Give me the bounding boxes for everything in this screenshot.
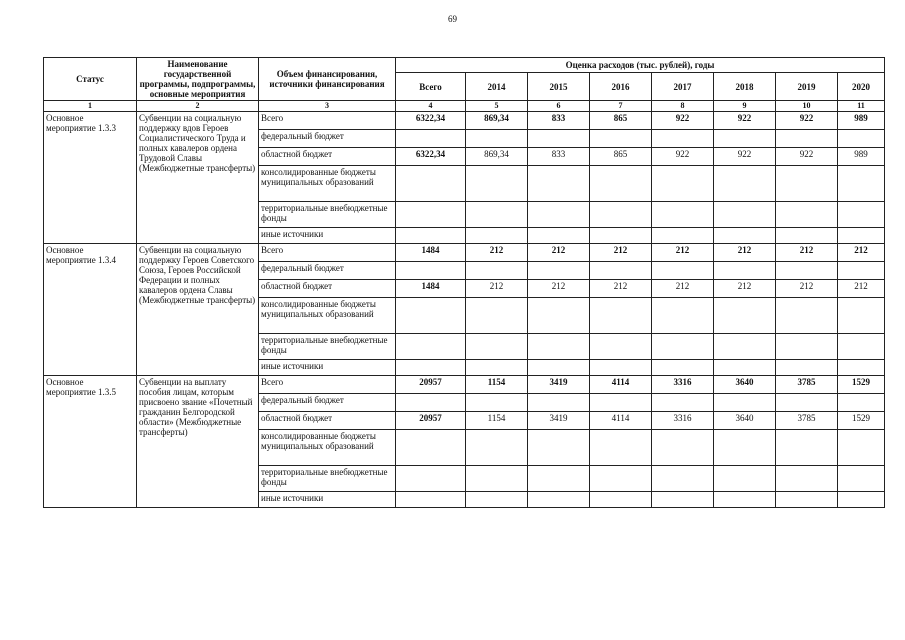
value-cell xyxy=(652,466,714,492)
value-cell xyxy=(466,130,528,148)
value-cell: 3640 xyxy=(714,376,776,394)
value-cell: 1154 xyxy=(466,376,528,394)
total-cell: 6322,34 xyxy=(396,112,466,130)
value-cell xyxy=(714,130,776,148)
status-cell: Основное мероприятие 1.3.4 xyxy=(44,244,137,376)
value-cell: 3419 xyxy=(528,376,590,394)
name-cell: Субвенции на социальную поддержку Героев Советского Союза, Героев Российской Федерации и полных кавалеров ордена Славы (Межбюджетные трансферты) xyxy=(137,244,259,376)
value-cell xyxy=(714,492,776,508)
value-cell xyxy=(652,262,714,280)
source-cell: территориальные внебюджетные фонды xyxy=(259,202,396,228)
header-year: 2018 xyxy=(714,73,776,101)
value-cell: 869,34 xyxy=(466,148,528,166)
value-cell xyxy=(714,430,776,466)
header-year: 2020 xyxy=(838,73,885,101)
header-total: Всего xyxy=(396,73,466,101)
source-cell: областной бюджет xyxy=(259,412,396,430)
value-cell xyxy=(714,298,776,334)
value-cell xyxy=(466,228,528,244)
total-cell: 1484 xyxy=(396,280,466,298)
value-cell: 212 xyxy=(652,244,714,262)
header-estimate: Оценка расходов (тыс. рублей), годы xyxy=(396,58,885,73)
financing-table xyxy=(43,57,885,508)
source-cell: иные источники xyxy=(259,360,396,376)
source-cell: иные источники xyxy=(259,492,396,508)
value-cell xyxy=(776,202,838,228)
value-cell xyxy=(776,430,838,466)
name-cell: Субвенции на социальную поддержку вдов Героев Социалистического Труда и полных кавалеров ордена Трудовой Славы (Межбюджетные трансферты) xyxy=(137,112,259,244)
value-cell: 4114 xyxy=(590,376,652,394)
value-cell xyxy=(652,130,714,148)
source-cell: иные источники xyxy=(259,228,396,244)
value-cell: 922 xyxy=(652,112,714,130)
value-cell xyxy=(590,466,652,492)
value-cell: 3785 xyxy=(776,376,838,394)
column-index: 5 xyxy=(466,101,528,112)
value-cell xyxy=(590,492,652,508)
value-cell xyxy=(776,298,838,334)
value-cell xyxy=(714,262,776,280)
value-cell xyxy=(528,466,590,492)
total-cell xyxy=(396,130,466,148)
value-cell xyxy=(714,228,776,244)
source-cell: Всего xyxy=(259,376,396,394)
value-cell xyxy=(466,202,528,228)
value-cell xyxy=(652,298,714,334)
column-index: 1 xyxy=(44,101,137,112)
source-cell: территориальные внебюджетные фонды xyxy=(259,334,396,360)
value-cell: 212 xyxy=(838,280,885,298)
value-cell xyxy=(590,130,652,148)
source-cell: федеральный бюджет xyxy=(259,130,396,148)
value-cell: 922 xyxy=(776,148,838,166)
value-cell: 833 xyxy=(528,148,590,166)
value-cell: 922 xyxy=(714,148,776,166)
value-cell: 833 xyxy=(528,112,590,130)
value-cell: 989 xyxy=(838,148,885,166)
value-cell xyxy=(714,166,776,202)
value-cell xyxy=(652,228,714,244)
column-index: 11 xyxy=(838,101,885,112)
value-cell xyxy=(838,202,885,228)
value-cell: 3316 xyxy=(652,412,714,430)
value-cell: 212 xyxy=(466,280,528,298)
value-cell xyxy=(528,130,590,148)
value-cell: 3785 xyxy=(776,412,838,430)
total-cell: 20957 xyxy=(396,376,466,394)
column-index: 7 xyxy=(590,101,652,112)
value-cell xyxy=(466,466,528,492)
value-cell xyxy=(590,394,652,412)
value-cell xyxy=(590,202,652,228)
name-cell: Субвенции на выплату пособия лицам, которым присвоено звание «Почетный гражданин Белгородской области» (Межбюджетные трансферты) xyxy=(137,376,259,508)
value-cell xyxy=(466,334,528,360)
value-cell: 989 xyxy=(838,112,885,130)
value-cell xyxy=(776,334,838,360)
total-cell xyxy=(396,228,466,244)
value-cell: 212 xyxy=(776,280,838,298)
value-cell: 4114 xyxy=(590,412,652,430)
value-cell: 3640 xyxy=(714,412,776,430)
value-cell xyxy=(776,466,838,492)
value-cell xyxy=(838,298,885,334)
value-cell xyxy=(590,166,652,202)
value-cell xyxy=(776,166,838,202)
header-year: 2017 xyxy=(652,73,714,101)
value-cell: 3419 xyxy=(528,412,590,430)
value-cell: 1529 xyxy=(838,412,885,430)
value-cell xyxy=(838,334,885,360)
source-cell: консолидированные бюджеты муниципальных образований xyxy=(259,298,396,334)
value-cell xyxy=(466,394,528,412)
value-cell xyxy=(528,166,590,202)
value-cell xyxy=(776,492,838,508)
value-cell xyxy=(838,360,885,376)
source-cell: областной бюджет xyxy=(259,148,396,166)
value-cell: 1154 xyxy=(466,412,528,430)
page-number: 69 xyxy=(448,14,457,24)
value-cell: 212 xyxy=(466,244,528,262)
value-cell xyxy=(528,360,590,376)
header-year: 2015 xyxy=(528,73,590,101)
table-row xyxy=(44,244,885,262)
value-cell xyxy=(528,394,590,412)
value-cell xyxy=(714,202,776,228)
value-cell xyxy=(776,262,838,280)
value-cell xyxy=(776,228,838,244)
value-cell xyxy=(776,360,838,376)
source-cell: Всего xyxy=(259,244,396,262)
value-cell xyxy=(590,360,652,376)
value-cell xyxy=(714,466,776,492)
value-cell xyxy=(528,262,590,280)
column-index: 8 xyxy=(652,101,714,112)
column-index: 9 xyxy=(714,101,776,112)
status-cell: Основное мероприятие 1.3.3 xyxy=(44,112,137,244)
value-cell xyxy=(652,492,714,508)
value-cell: 922 xyxy=(652,148,714,166)
value-cell: 212 xyxy=(528,244,590,262)
value-cell: 212 xyxy=(838,244,885,262)
header-year: 2019 xyxy=(776,73,838,101)
value-cell xyxy=(590,228,652,244)
value-cell xyxy=(652,360,714,376)
value-cell xyxy=(590,298,652,334)
source-cell: территориальные внебюджетные фонды xyxy=(259,466,396,492)
header-status: Статус xyxy=(44,58,137,101)
total-cell xyxy=(396,430,466,466)
value-cell: 212 xyxy=(714,244,776,262)
value-cell xyxy=(528,334,590,360)
value-cell xyxy=(652,394,714,412)
total-cell xyxy=(396,394,466,412)
value-cell xyxy=(838,262,885,280)
total-cell: 6322,34 xyxy=(396,148,466,166)
value-cell: 922 xyxy=(714,112,776,130)
source-cell: областной бюджет xyxy=(259,280,396,298)
column-index: 6 xyxy=(528,101,590,112)
source-cell: консолидированные бюджеты муниципальных образований xyxy=(259,166,396,202)
value-cell xyxy=(838,166,885,202)
value-cell xyxy=(590,430,652,466)
value-cell xyxy=(776,394,838,412)
source-cell: федеральный бюджет xyxy=(259,262,396,280)
value-cell xyxy=(714,394,776,412)
total-cell xyxy=(396,202,466,228)
value-cell xyxy=(652,430,714,466)
value-cell: 865 xyxy=(590,112,652,130)
header-year: 2014 xyxy=(466,73,528,101)
header-volume: Объем финансирования, источники финансирования xyxy=(259,58,396,101)
value-cell: 212 xyxy=(652,280,714,298)
value-cell xyxy=(838,394,885,412)
value-cell: 212 xyxy=(776,244,838,262)
total-cell xyxy=(396,492,466,508)
value-cell xyxy=(838,130,885,148)
table-row xyxy=(44,112,885,130)
value-cell xyxy=(528,298,590,334)
column-index: 10 xyxy=(776,101,838,112)
value-cell xyxy=(528,430,590,466)
total-cell xyxy=(396,334,466,360)
value-cell xyxy=(466,492,528,508)
value-cell: 212 xyxy=(590,280,652,298)
column-index: 3 xyxy=(259,101,396,112)
table-row xyxy=(44,376,885,394)
value-cell xyxy=(776,130,838,148)
value-cell xyxy=(652,202,714,228)
source-cell: Всего xyxy=(259,112,396,130)
value-cell xyxy=(466,430,528,466)
total-cell xyxy=(396,360,466,376)
value-cell: 212 xyxy=(714,280,776,298)
value-cell: 212 xyxy=(590,244,652,262)
value-cell xyxy=(838,466,885,492)
value-cell xyxy=(466,262,528,280)
value-cell xyxy=(838,430,885,466)
value-cell xyxy=(590,262,652,280)
total-cell: 20957 xyxy=(396,412,466,430)
value-cell: 212 xyxy=(528,280,590,298)
value-cell xyxy=(838,228,885,244)
column-index: 2 xyxy=(137,101,259,112)
value-cell xyxy=(652,334,714,360)
value-cell: 869,34 xyxy=(466,112,528,130)
value-cell xyxy=(466,166,528,202)
value-cell xyxy=(652,166,714,202)
column-index: 4 xyxy=(396,101,466,112)
total-cell: 1484 xyxy=(396,244,466,262)
source-cell: федеральный бюджет xyxy=(259,394,396,412)
value-cell xyxy=(528,202,590,228)
header-year: 2016 xyxy=(590,73,652,101)
status-cell: Основное мероприятие 1.3.5 xyxy=(44,376,137,508)
value-cell xyxy=(838,492,885,508)
total-cell xyxy=(396,166,466,202)
value-cell xyxy=(466,360,528,376)
header-name: Наименование государственной программы, подпрограммы, основные мероприятия xyxy=(137,58,259,101)
source-cell: консолидированные бюджеты муниципальных образований xyxy=(259,430,396,466)
value-cell xyxy=(714,334,776,360)
value-cell: 3316 xyxy=(652,376,714,394)
total-cell xyxy=(396,262,466,280)
value-cell xyxy=(528,228,590,244)
value-cell xyxy=(714,360,776,376)
value-cell xyxy=(466,298,528,334)
value-cell xyxy=(590,334,652,360)
total-cell xyxy=(396,466,466,492)
total-cell xyxy=(396,298,466,334)
value-cell: 865 xyxy=(590,148,652,166)
value-cell: 1529 xyxy=(838,376,885,394)
value-cell xyxy=(528,492,590,508)
value-cell: 922 xyxy=(776,112,838,130)
